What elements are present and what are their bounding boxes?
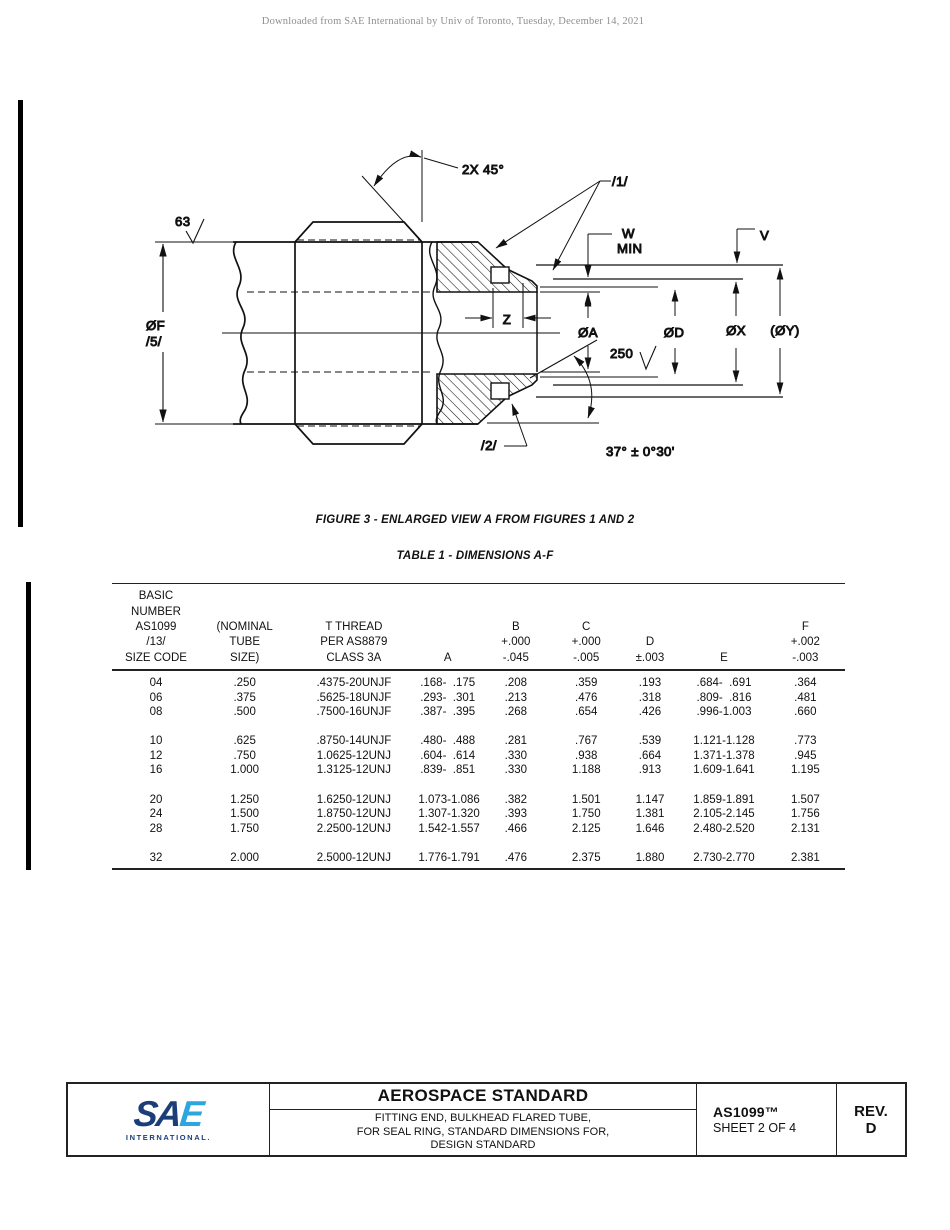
table-cell: 1.646 (635, 822, 665, 835)
table-cell: 1.609-1.641 (693, 764, 755, 777)
logo-letter-e: E (178, 1093, 205, 1134)
label-finish-250: 250 (610, 346, 634, 361)
table-cell: 2.381 (790, 851, 820, 864)
table-cell: 08 (149, 706, 163, 719)
w-min-dimension (588, 234, 612, 308)
table-cell: .604- .614 (420, 749, 476, 762)
table-caption: TABLE 1 - DIMENSIONS A-F (396, 550, 554, 562)
table-cell: 1.3125-12UNJ (316, 764, 391, 777)
table-cell: .480- .488 (420, 735, 476, 748)
table-cell: 1.542-1.557 (418, 822, 480, 835)
doc-number-cell (697, 1084, 837, 1155)
table-cell: .7500-16UNJF (316, 706, 392, 719)
table-cell: 1.073-1.086 (418, 793, 480, 806)
label-flag-1: /1/ (612, 174, 628, 189)
table-cell: 1.776-1.791 (418, 851, 480, 864)
table-cell: .359 (575, 677, 598, 690)
logo-letter-s: S (132, 1093, 159, 1134)
logo-letter-a: A (154, 1093, 183, 1134)
table-cell: 2.2500-12UNJ (316, 822, 391, 835)
table-cell: .393 (504, 808, 528, 821)
column-header: (NOMINAL TUBE SIZE) (216, 620, 273, 664)
v-dimension (737, 229, 755, 263)
figure-3-drawing (0, 0, 950, 530)
table-cell: .268 (504, 706, 528, 719)
subtitle-line: FOR SEAL RING, STANDARD DIMENSIONS FOR, (356, 1125, 610, 1138)
sheet-number: SHEET 2 OF 4 (713, 1121, 797, 1135)
table-row-group (112, 793, 845, 836)
table-cell: .945 (794, 749, 817, 762)
table-cell: 2.5000-12UNJ (316, 851, 391, 864)
table-row-group (112, 676, 845, 719)
table-cell: .684- .691 (696, 677, 752, 690)
label-w-min: MIN (617, 241, 643, 256)
table-cell: .481 (794, 691, 817, 704)
label-flag-5: /5/ (146, 334, 162, 349)
table-cell: .8750-14UNJF (316, 735, 392, 748)
table-cell: 16 (149, 764, 163, 777)
logo-international: INTERNATIONAL. (125, 1133, 212, 1142)
tube-lines (536, 265, 783, 397)
table-cell: 2.375 (571, 851, 601, 864)
column-header: A (443, 651, 452, 664)
table-cell: 1.6250-12UNJ (316, 793, 391, 806)
table-cell: .250 (233, 677, 256, 690)
label-dia-a: ØA (578, 325, 598, 340)
table-cell: .426 (638, 706, 662, 719)
label-w: W (622, 226, 635, 241)
table-cell: .654 (575, 706, 598, 719)
column-header: B +.000 -.045 (501, 620, 531, 664)
table-cell: 1.0625-12UNJ (316, 749, 391, 762)
table-cell: 1.500 (230, 808, 260, 821)
table-cell: 06 (149, 691, 163, 704)
table-cell: 1.121-1.128 (693, 735, 755, 748)
table-body (112, 676, 845, 865)
table-cell: 1.750 (571, 808, 601, 821)
table-cell: 1.371-1.378 (693, 749, 755, 762)
revision-cell (837, 1084, 905, 1155)
label-flare-angle: 37° ± 0°30' (606, 444, 675, 459)
table-cell: .293- .301 (420, 691, 476, 704)
table-cell: 1.501 (571, 793, 601, 806)
rev-label: REV. (854, 1102, 888, 1120)
table-cell: 2.480-2.520 (693, 822, 755, 835)
table-cell: 1.756 (790, 808, 820, 821)
table-cell: .387- .395 (420, 706, 476, 719)
table-cell: 20 (149, 793, 163, 806)
table-cell: 1.859-1.891 (693, 793, 755, 806)
title-cell (270, 1084, 697, 1155)
surface-finish-symbol-250 (640, 346, 656, 369)
table-cell: .375 (233, 691, 256, 704)
table-cell: 04 (149, 677, 163, 690)
table-cell: 2.730-2.770 (693, 851, 755, 864)
table-cell: .938 (575, 749, 598, 762)
table-cell: 10 (149, 735, 163, 748)
table-row (112, 691, 845, 705)
label-v: V (760, 228, 770, 243)
table-cell: .839- .851 (420, 764, 476, 777)
table-cell: 24 (149, 808, 163, 821)
table-cell: 2.125 (571, 822, 601, 835)
table-cell: .382 (504, 793, 528, 806)
table-cell: .625 (233, 735, 256, 748)
table-cell: 12 (149, 749, 163, 762)
table-cell: 1.8750-12UNJ (316, 808, 391, 821)
table-cell: 1.147 (635, 793, 665, 806)
column-header: F +.002 -.003 (790, 620, 820, 664)
table-cell: .476 (504, 851, 528, 864)
table-cell: 2.000 (230, 851, 260, 864)
table-row (112, 793, 845, 807)
standard-title: AEROSPACE STANDARD (377, 1086, 589, 1105)
table-rule-header (112, 669, 845, 671)
table-rule-bottom (112, 868, 845, 870)
label-flag-2: /2/ (481, 438, 497, 453)
table-cell: .168- .175 (420, 677, 476, 690)
column-header: BASIC NUMBER AS1099 /13/ SIZE CODE (124, 590, 187, 664)
label-dia-y: (ØY) (770, 323, 800, 338)
label-dia-f: ØF (146, 318, 166, 333)
column-header: E (720, 651, 728, 664)
table-cell: 2.131 (790, 822, 820, 835)
table-cell: .664 (638, 749, 662, 762)
table-cell: 1.507 (790, 793, 820, 806)
table-cell: .213 (504, 691, 528, 704)
flag-1-leaders (496, 181, 611, 270)
column-header: D ±.003 (635, 636, 665, 664)
table-cell: .4375-20UNJF (316, 677, 392, 690)
table-cell: .809- .816 (696, 691, 752, 704)
table-row-group (112, 734, 845, 777)
standard-subtitle (270, 1110, 696, 1155)
label-dia-x: ØX (726, 323, 746, 338)
figure-caption: FIGURE 3 - ENLARGED VIEW A FROM FIGURES 1 AND 2 (315, 514, 635, 526)
table-cell: .913 (638, 764, 662, 777)
rev-value: D (865, 1119, 877, 1137)
table-cell: .193 (638, 677, 662, 690)
label-z: Z (502, 312, 512, 327)
label-chamfer: 2X 45° (462, 162, 505, 177)
table-row (112, 763, 845, 777)
flag-2-leader (504, 404, 527, 446)
table-cell: .330 (504, 749, 528, 762)
table-cell: .750 (233, 749, 256, 762)
table-cell: .767 (575, 735, 598, 748)
table-row (112, 734, 845, 748)
table-cell: .5625-18UNJF (316, 691, 392, 704)
table-cell: .364 (794, 677, 817, 690)
table-row (112, 676, 845, 690)
table-cell: 28 (149, 822, 163, 835)
download-watermark: Downloaded from SAE International by Univ of Toronto, Tuesday, December 14, 2021 (261, 16, 645, 27)
table-cell: .773 (794, 735, 817, 748)
label-dia-d: ØD (663, 325, 685, 340)
table-cell: .500 (233, 706, 256, 719)
table-cell: 1.880 (635, 851, 665, 864)
sae-logo (132, 1093, 205, 1134)
doc-number: AS1099™ (713, 1104, 779, 1120)
table-cell: .330 (504, 764, 528, 777)
label-finish-63: 63 (175, 214, 191, 229)
seal-ring-groove-top (491, 267, 509, 283)
table-cell: 1.381 (635, 808, 665, 821)
table-cell: 1.307-1.320 (418, 808, 480, 821)
column-header: T THREAD PER AS8879 CLASS 3A (320, 620, 388, 664)
table-cell: .281 (504, 735, 528, 748)
table-cell: .208 (504, 677, 528, 690)
table-cell: .539 (638, 735, 662, 748)
dimensions-table (112, 583, 845, 870)
table-row-group (112, 851, 845, 865)
subtitle-line: FITTING END, BULKHEAD FLARED TUBE, (374, 1112, 592, 1125)
revision-change-bar (26, 582, 31, 870)
table-cell: 1.000 (230, 764, 260, 777)
table-cell: 1.195 (790, 764, 820, 777)
title-block (66, 1082, 907, 1157)
sae-logo-cell (68, 1084, 270, 1155)
seal-ring-groove-bottom (491, 383, 509, 399)
table-cell: 1.188 (571, 764, 601, 777)
table-cell: 32 (149, 851, 163, 864)
table-cell: 1.750 (230, 822, 260, 835)
table-row (112, 851, 845, 865)
table-cell: .318 (638, 691, 662, 704)
table-cell: 1.250 (230, 793, 260, 806)
subtitle-line: DESIGN STANDARD (430, 1139, 536, 1152)
column-header: C +.000 -.005 (571, 620, 601, 664)
chamfer-callout (362, 150, 458, 242)
table-cell: .660 (794, 706, 817, 719)
table-row (112, 749, 845, 763)
table-cell: .466 (504, 822, 528, 835)
table-row (112, 822, 845, 836)
table-cell: .476 (575, 691, 598, 704)
table-row (112, 705, 845, 719)
table-cell: 2.105-2.145 (693, 808, 755, 821)
table-header (112, 584, 845, 668)
table-cell: .996-1.003 (696, 706, 752, 719)
table-row (112, 807, 845, 821)
